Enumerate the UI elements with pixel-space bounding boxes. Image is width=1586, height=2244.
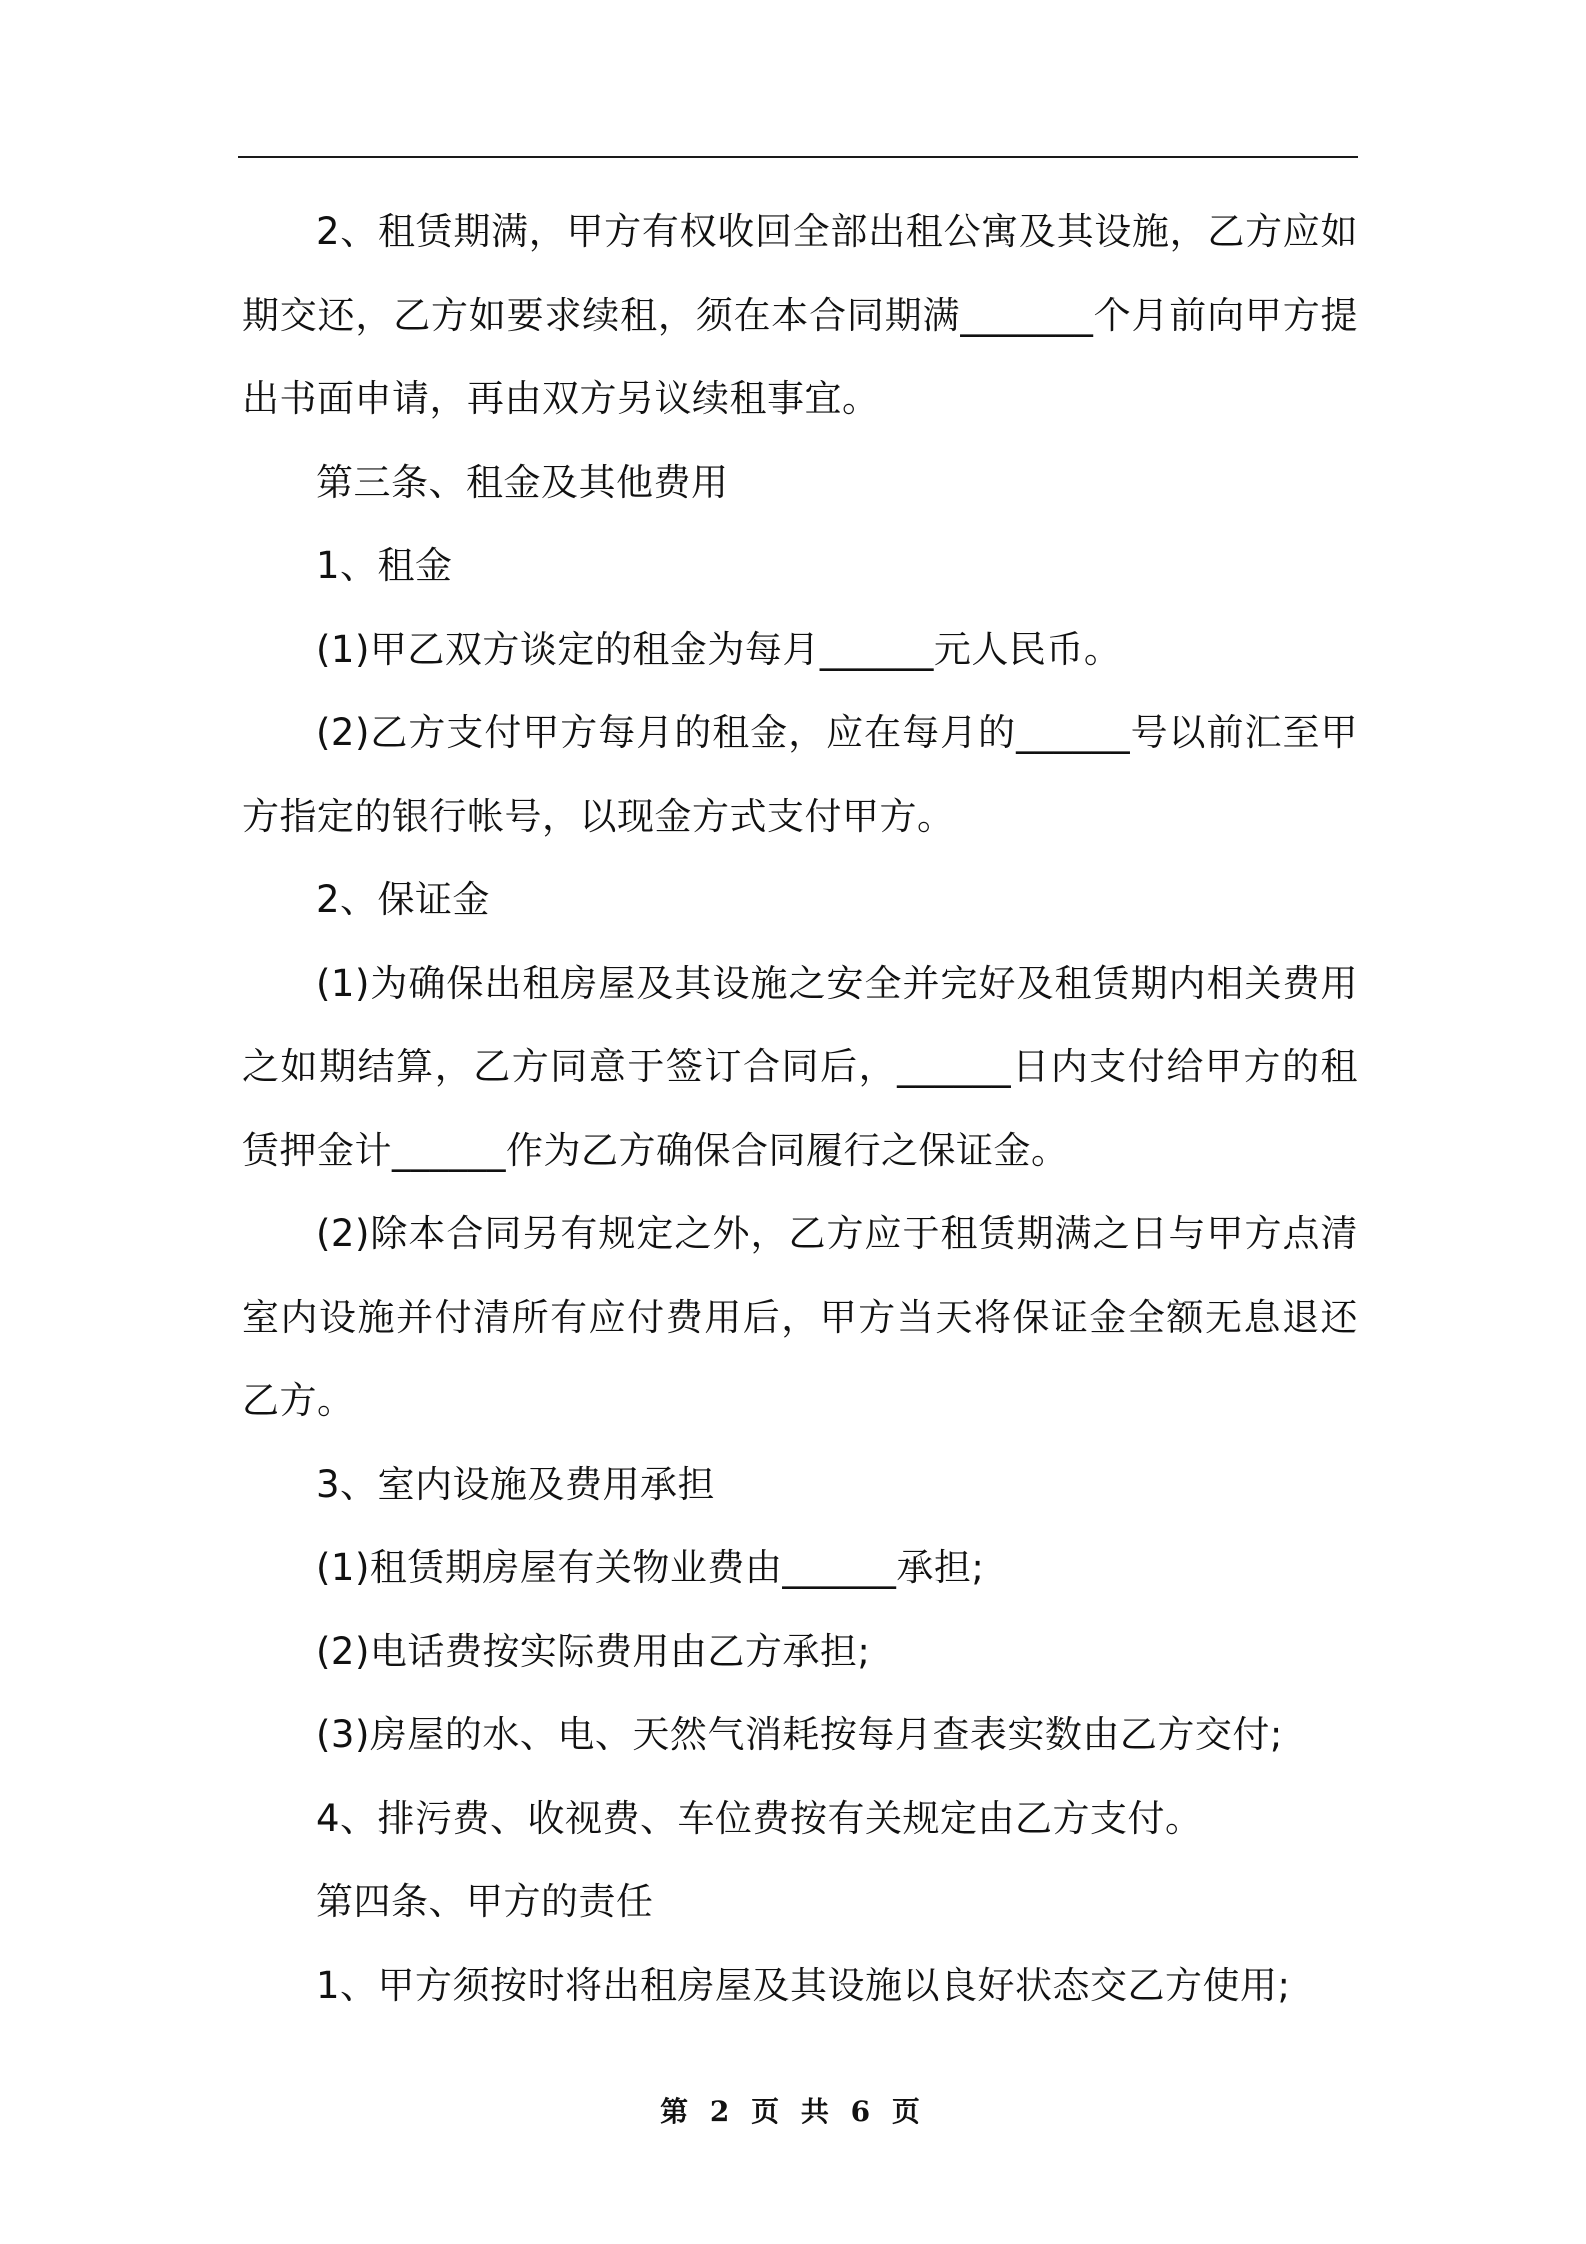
paragraph-phone-fee: (2)电话费按实际费用由乙方承担; [316, 1629, 871, 1673]
paragraph-renewal: 2、租赁期满，甲方有权收回全部出租公寓及其设施，乙方应如期交还，乙方如要求续租，须在本合同期满_______个月前向甲方提出书面申请，再由双方另议续租事宜。 [242, 210, 1358, 420]
subheading-rent: 1、租金 [316, 544, 453, 587]
paragraph-rent-payment: (2)乙方支付甲方每月的租金，应在每月的______号以前汇至甲方指定的银行帐号，以现金方式支付甲方。 [242, 711, 1358, 838]
paragraph-other-fees: 4、排污费、收视费、车位费按有关规定由乙方支付。 [316, 1796, 1203, 1840]
subheading-deposit: 2、保证金 [316, 878, 491, 921]
header-rule [238, 156, 1358, 158]
paragraph-deposit-payment: (1)为确保出租房屋及其设施之安全并完好及租赁期内相关费用之如期结算，乙方同意于签订合同后，______日内支付给甲方的租赁押金计______作为乙方确保合同履行之保证金。 [242, 961, 1358, 1172]
contract-body [242, 190, 1358, 2027]
page-number-footer: 第 2 页 共 6 页 [660, 2095, 926, 2128]
paragraph-landlord-duty-1: 1、甲方须按时将出租房屋及其设施以良好状态交乙方使用; [316, 1963, 1291, 2007]
section-heading-article-3: 第三条、租金及其他费用 [316, 460, 729, 504]
paragraph-deposit-refund: (2)除本合同另有规定之外，乙方应于租赁期满之日与甲方点清室内设施并付清所有应付费用后，甲方当天将保证金全额无息退还乙方。 [242, 1212, 1358, 1422]
paragraph-property-fee: (1)租赁期房屋有关物业费由______承担; [316, 1546, 985, 1589]
subheading-facilities-costs: 3、室内设施及费用承担 [316, 1462, 716, 1506]
paragraph-rent-amount: (1)甲乙双方谈定的租金为每月______元人民币。 [316, 627, 1122, 671]
section-heading-article-4: 第四条、甲方的责任 [316, 1880, 654, 1923]
paragraph-utilities: (3)房屋的水、电、天然气消耗按每月查表实数由乙方交付; [316, 1713, 1283, 1756]
